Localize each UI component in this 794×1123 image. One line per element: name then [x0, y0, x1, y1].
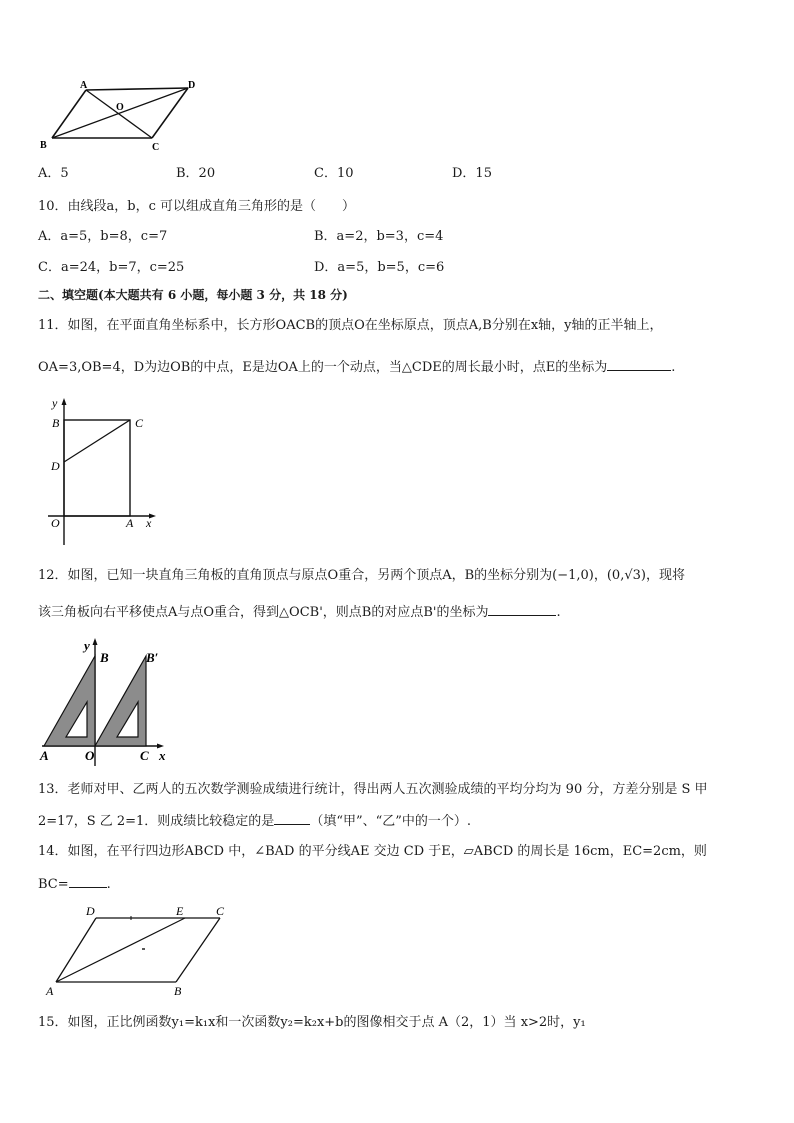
q14-label-d: D: [86, 904, 95, 918]
q12-line-2-end: .: [556, 605, 561, 620]
q11-answer-blank[interactable]: [607, 358, 671, 371]
q11-label-o: O: [51, 516, 60, 530]
label-a: A: [80, 80, 88, 91]
q11-line-2-text: OA=3,OB=4，D为边OB的中点，E是边OA上的一个动点，当△CDE的周长最小时，点E的坐标为: [38, 360, 608, 375]
q13-line-2-end: （填“甲”、“乙”中的一个）.: [310, 814, 472, 829]
q12-line-1: 12．如图，已知一块直角三角板的直角顶点与原点O重合，另两个顶点A，B的坐标分别为(−1,0)，(0,√3)，现将: [38, 568, 685, 583]
section-heading-fill-in: 二、填空题(本大题共有 6 小题，每小题 3 分，共 18 分): [38, 288, 348, 302]
q10-option-d: D．a=5，b=5，c=6: [314, 260, 445, 275]
q12-line-2: [38, 603, 561, 622]
q14-answer-blank[interactable]: [69, 875, 107, 888]
q12-label-y: y: [84, 638, 90, 653]
q9-option-d: D．15: [452, 166, 492, 181]
figure-q11-rectangle-oacb: [42, 395, 172, 550]
q11-line-2-end: .: [671, 360, 676, 375]
label-o: O: [116, 102, 124, 113]
q12-label-a: A: [40, 748, 49, 763]
q13-line-2: [38, 812, 471, 831]
q11-label-y: y: [52, 396, 58, 410]
q11-label-a: A: [126, 516, 134, 530]
figure-q14-parallelogram: [40, 900, 240, 1000]
label-d: D: [188, 80, 196, 91]
q14-line-2: [38, 875, 111, 894]
q10-option-c: C．a=24，b=7，c=25: [38, 260, 185, 275]
q10-stem: 10．由线段a，b，c 可以组成直角三角形的是（ ）: [38, 199, 356, 214]
q14-label-c: C: [216, 904, 225, 918]
q11-label-b: B: [52, 416, 60, 430]
q11-label-d: D: [51, 459, 60, 473]
q15-line-1: 15．如图，正比例函数y₁=k₁x和一次函数y₂=k₂x+b的图像相交于点 A（2，1）当 x>2时，y₁: [38, 1015, 586, 1030]
figure-parallelogram-abcd: [30, 78, 210, 160]
figure-q12-set-squares: [36, 636, 176, 768]
q9-option-c: C．10: [314, 166, 354, 181]
q12-line-2-text: 该三角板向右平移使点A与点O重合，得到△OCB'，则点B的对应点B'的坐标为: [38, 605, 489, 620]
q11-label-x: x: [146, 516, 152, 530]
q14-line-2-text: BC=: [38, 877, 69, 892]
q12-label-x: x: [159, 748, 166, 763]
q11-label-c: C: [135, 416, 144, 430]
q14-line-1: 14．如图，在平行四边形ABCD 中，∠BAD 的平分线AE 交边 CD 于E，▱ABCD 的周长是 16cm，EC=2cm，则: [38, 844, 707, 859]
q9-option-b: B．20: [176, 166, 216, 181]
q14-line-2-end: .: [106, 877, 111, 892]
q13-line-2-text: 2=17，S 乙 2=1．则成绩比较稳定的是: [38, 814, 275, 829]
q14-label-e: E: [176, 904, 184, 918]
q13-answer-blank[interactable]: [274, 812, 310, 825]
q12-label-o: O: [85, 748, 95, 763]
q11-line-2: [38, 358, 675, 377]
q14-label-b: B: [174, 984, 182, 998]
label-b: B: [40, 140, 47, 151]
q12-label-b: B: [100, 650, 109, 665]
q13-line-1: 13．老师对甲、乙两人的五次数学测验成绩进行统计，得出两人五次测验成绩的平均分均为 90 分，方差分别是 S 甲: [38, 782, 708, 797]
q11-line-1: 11．如图，在平面直角坐标系中，长方形OACB的顶点O在坐标原点，顶点A,B分别在x轴，y轴的正半轴上，: [38, 318, 663, 333]
q10-option-a: A．a=5，b=8，c=7: [38, 229, 168, 244]
q14-label-a: A: [46, 984, 54, 998]
label-c: C: [152, 142, 160, 153]
q12-label-c: C: [140, 748, 149, 763]
q12-label-b-prime: B′: [146, 650, 159, 665]
q10-option-b: B．a=2，b=3，c=4: [314, 229, 444, 244]
q9-option-a: A．5: [38, 166, 69, 181]
q12-answer-blank[interactable]: [488, 603, 556, 616]
